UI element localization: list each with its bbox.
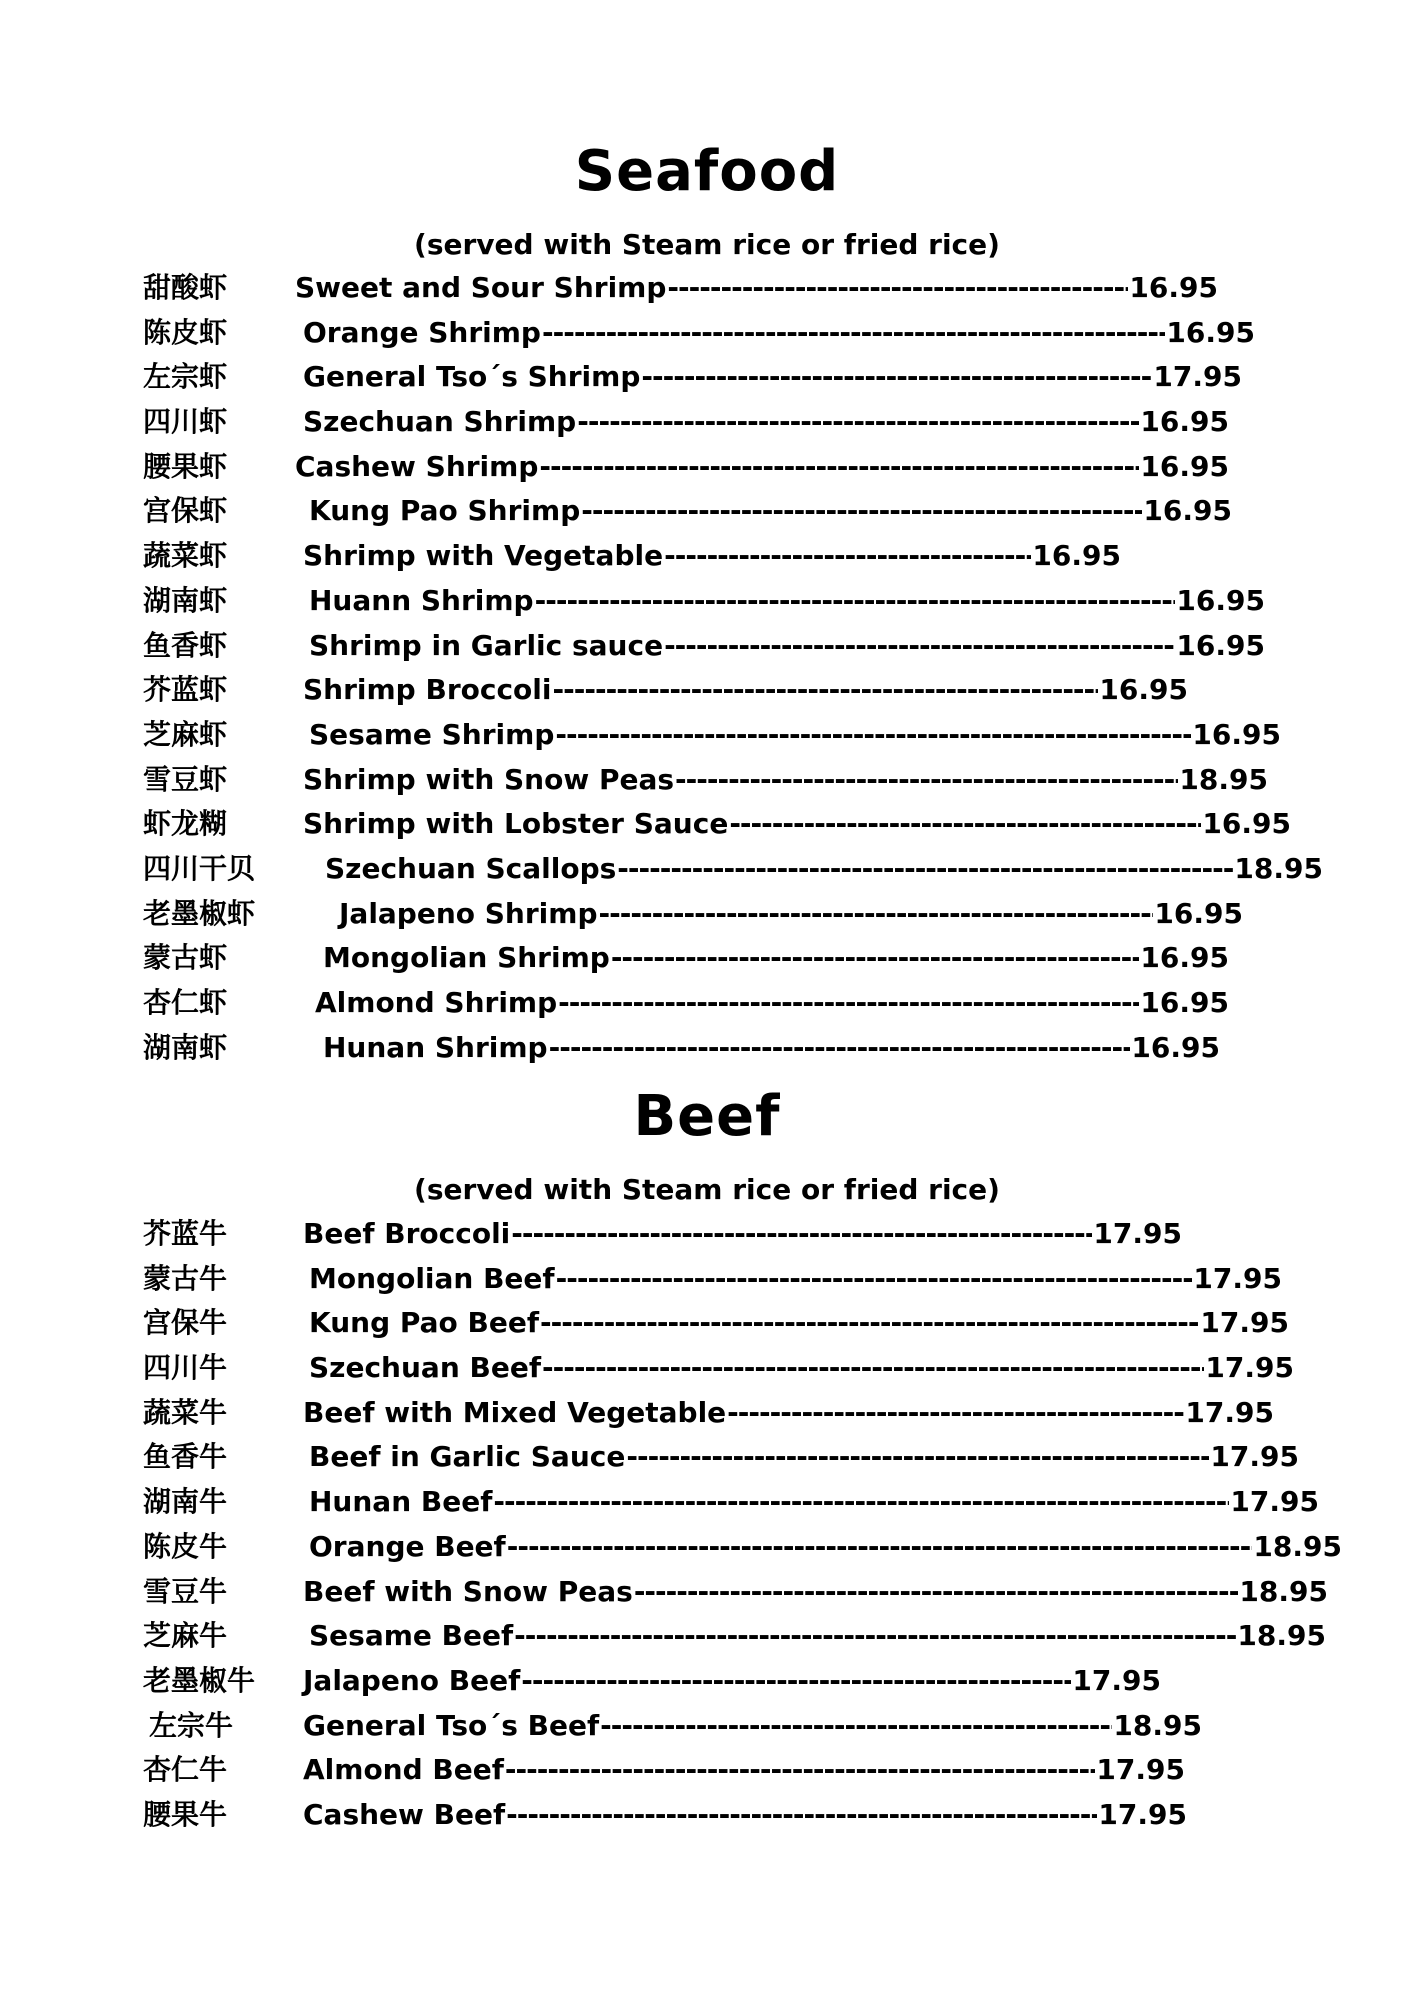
dish-chinese-name: 左宗牛 [149,1708,234,1742]
dotted-leader [540,1301,1199,1346]
dotted-leader [539,445,1139,490]
dish-english-name: Beef in Garlic Sauce [309,1440,626,1474]
dish-english-name: Szechuan Beef [309,1351,541,1385]
dotted-leader [521,1659,1071,1704]
dish-chinese-name: 老墨椒虾 [143,896,256,930]
dish-english-name: Hunan Shrimp [323,1030,548,1064]
dish-price: 16.95 [1192,717,1281,751]
dish-chinese-name: 宫保牛 [143,1306,228,1340]
dotted-leader [493,1480,1229,1525]
dotted-leader [542,311,1165,356]
dish-english-name: Orange Beef [309,1529,506,1563]
dish-chinese-name: 杏仁虾 [143,986,228,1019]
dish-price: 18.95 [1113,1708,1202,1742]
seafood-title: Seafood [574,139,840,204]
seafood-subtitle: (served with Steam rice or fried rice) [414,228,1000,261]
dish-price: 16.95 [1143,494,1232,528]
dish-price: 17.95 [1093,1217,1182,1250]
dotted-leader [558,981,1139,1026]
dish-english-name: Jalapeno Shrimp [339,896,598,930]
dish-chinese-name: 左宗虾 [143,360,228,394]
dotted-leader [556,1257,1193,1302]
dish-chinese-name: 陈皮虾 [143,315,228,349]
dish-chinese-name: 湖南虾 [143,583,228,617]
dish-price: 17.95 [1205,1351,1294,1385]
dish-price: 17.95 [1210,1440,1299,1474]
dish-english-name: Mongolian Shrimp [323,941,610,975]
dotted-leader [611,936,1140,981]
dish-price: 17.95 [1193,1261,1282,1295]
dish-chinese-name: 湖南牛 [143,1485,228,1519]
dish-price: 17.95 [1096,1753,1185,1787]
dish-price: 18.95 [1179,762,1268,796]
dish-price: 16.95 [1032,539,1121,573]
dish-english-name: General Tso´s Shrimp [303,360,641,394]
dish-english-name: Jalapeno Beef [303,1663,521,1697]
dish-chinese-name: 虾龙糊 [143,807,228,841]
dish-price: 16.95 [1140,405,1229,439]
dish-chinese-name: 甜酸虾 [143,271,228,304]
dotted-leader [600,1704,1112,1749]
dish-chinese-name: 芝麻虾 [143,717,228,751]
dotted-leader [664,624,1175,669]
dotted-leader [577,400,1139,445]
dotted-leader [581,489,1142,534]
dotted-leader [617,847,1233,892]
dish-price: 17.95 [1098,1797,1187,1831]
dotted-leader [514,1614,1236,1659]
dish-english-name: Sesame Beef [309,1619,514,1653]
dish-chinese-name: 鱼香牛 [143,1440,228,1474]
dish-english-name: Mongolian Beef [309,1261,555,1295]
dotted-leader [664,534,1031,579]
dotted-leader [667,266,1128,311]
dish-price: 16.95 [1129,271,1218,304]
dish-english-name: General Tso´s Beef [303,1708,600,1742]
dotted-leader [511,1212,1092,1257]
dish-chinese-name: 四川虾 [143,405,228,439]
dish-price: 18.95 [1239,1574,1328,1608]
dish-chinese-name: 芥蓝虾 [143,673,228,707]
dish-price: 18.95 [1234,851,1323,885]
dotted-leader [542,1346,1204,1391]
dish-price: 16.95 [1140,449,1229,483]
dotted-leader [675,758,1178,803]
dotted-leader [729,802,1201,847]
dish-chinese-name: 宫保虾 [143,494,228,528]
dotted-leader [634,1570,1239,1615]
dish-english-name: Shrimp with Vegetable [303,539,664,573]
dish-price: 16.95 [1166,315,1255,349]
dish-english-name: Shrimp Broccoli [303,673,552,707]
dish-english-name: Shrimp with Snow Peas [303,762,675,796]
dish-chinese-name: 雪豆虾 [143,762,228,796]
dish-price: 16.95 [1176,583,1265,617]
dish-english-name: Sesame Shrimp [309,717,555,751]
dish-english-name: Kung Pao Shrimp [309,494,581,528]
dish-price: 18.95 [1237,1619,1326,1653]
dotted-leader [555,713,1191,758]
dish-price: 18.95 [1253,1529,1342,1563]
dish-chinese-name: 蒙古牛 [143,1261,228,1295]
dish-price: 17.95 [1185,1395,1274,1429]
dish-english-name: Almond Shrimp [315,986,558,1019]
dish-chinese-name: 芝麻牛 [143,1619,228,1653]
dish-english-name: Hunan Beef [309,1485,493,1519]
dish-price: 16.95 [1176,628,1265,662]
dish-english-name: Almond Beef [303,1753,504,1787]
dish-price: 17.95 [1072,1663,1161,1697]
dish-price: 17.95 [1230,1485,1319,1519]
dish-price: 16.95 [1140,941,1229,975]
dotted-leader [553,668,1099,713]
dotted-leader [549,1026,1131,1071]
dish-chinese-name: 湖南虾 [143,1030,228,1064]
dish-chinese-name: 蔬菜牛 [143,1395,228,1429]
dish-chinese-name: 鱼香虾 [143,628,228,662]
dish-english-name: Szechuan Scallops [325,851,617,885]
dish-english-name: Cashew Beef [303,1797,506,1831]
beef-subtitle: (served with Steam rice or fried rice) [414,1173,1000,1206]
dish-english-name: Orange Shrimp [303,315,541,349]
dotted-leader [505,1748,1096,1793]
dish-chinese-name: 杏仁牛 [143,1753,228,1787]
dotted-leader [641,355,1152,400]
dish-price: 16.95 [1202,807,1291,841]
dish-price: 17.95 [1153,360,1242,394]
dish-chinese-name: 四川干贝 [143,851,256,885]
dish-english-name: Szechuan Shrimp [303,405,577,439]
dish-english-name: Shrimp in Garlic sauce [309,628,664,662]
dish-chinese-name: 芥蓝牛 [143,1217,228,1250]
dish-english-name: Kung Pao Beef [309,1306,540,1340]
dish-price: 16.95 [1154,896,1243,930]
dotted-leader [535,579,1176,624]
dish-price: 16.95 [1140,986,1229,1019]
dish-chinese-name: 老墨椒牛 [143,1663,256,1697]
dish-price: 16.95 [1131,1030,1220,1064]
dish-chinese-name: 陈皮牛 [143,1529,228,1563]
dish-english-name: Beef with Mixed Vegetable [303,1395,727,1429]
dish-english-name: Beef with Snow Peas [303,1574,633,1608]
dotted-leader [506,1793,1097,1838]
dish-price: 16.95 [1099,673,1188,707]
dotted-leader [626,1435,1209,1480]
dotted-leader [598,892,1153,937]
dish-chinese-name: 四川牛 [143,1351,228,1385]
dish-chinese-name: 雪豆牛 [143,1574,228,1608]
dish-chinese-name: 腰果牛 [143,1797,228,1831]
dish-chinese-name: 腰果虾 [143,449,228,483]
dish-english-name: Huann Shrimp [309,583,534,617]
dish-chinese-name: 蒙古虾 [143,941,228,975]
dotted-leader [507,1525,1253,1570]
dish-english-name: Cashew Shrimp [295,449,539,483]
dish-english-name: Sweet and Sour Shrimp [295,271,667,304]
dish-price: 17.95 [1200,1306,1289,1340]
dotted-leader [727,1391,1184,1436]
dish-chinese-name: 蔬菜虾 [143,539,228,573]
dish-english-name: Beef Broccoli [303,1217,511,1250]
beef-title: Beef [633,1084,781,1149]
dish-english-name: Shrimp with Lobster Sauce [303,807,729,841]
